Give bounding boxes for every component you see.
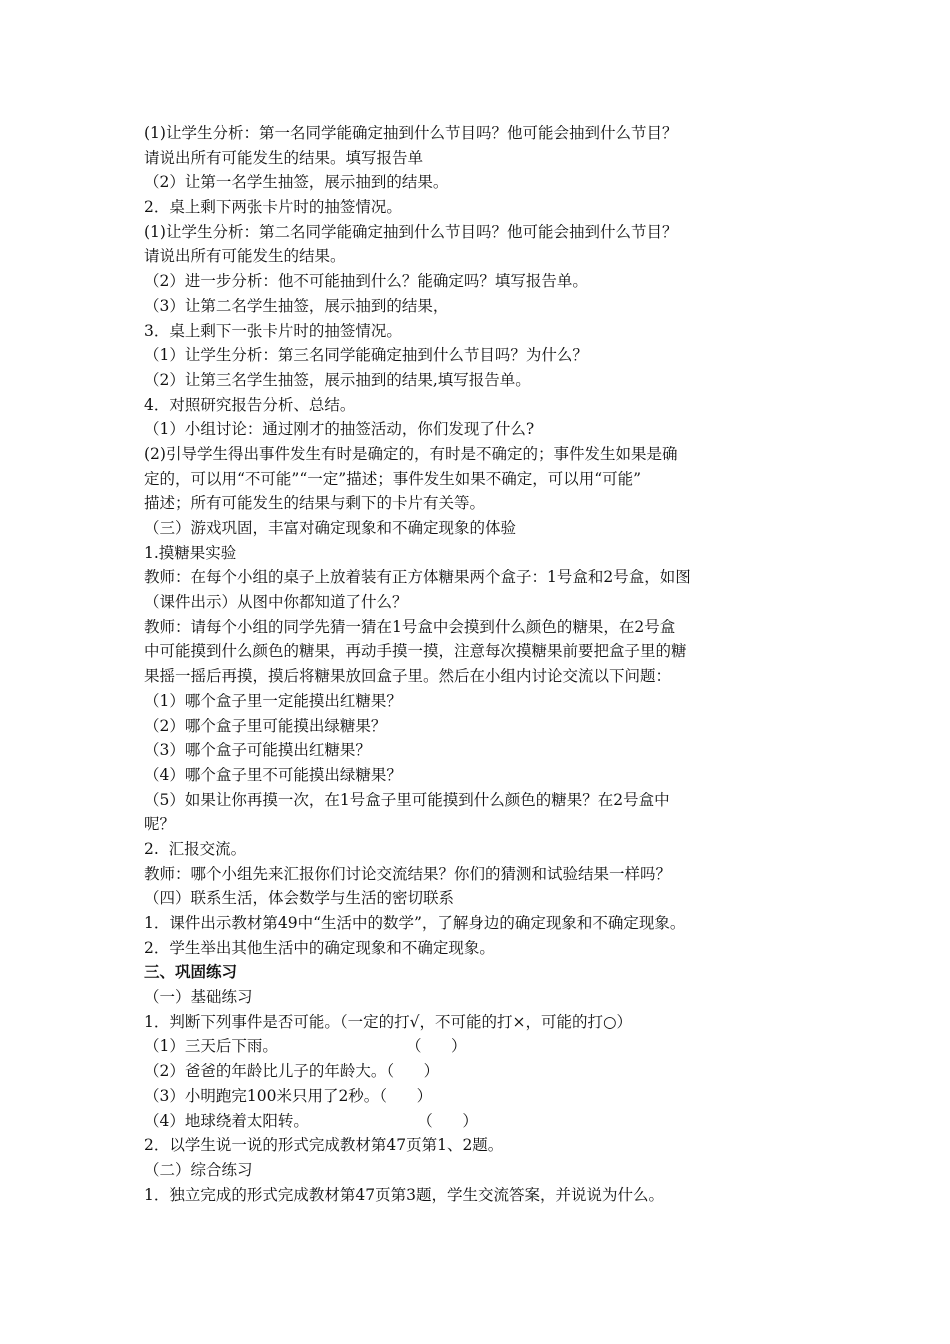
text-line: 描述；所有可能发生的结果与剩下的卡片有关等。 bbox=[144, 494, 486, 513]
text-line: 中可能摸到什么颜色的糖果，再动手摸一摸，注意每次摸糖果前要把盒子里的糖 bbox=[144, 642, 687, 661]
section-heading: （三）游戏巩固，丰富对确定现象和不确定现象的体验 bbox=[144, 519, 517, 537]
chapter-heading: 三、巩固练习 bbox=[144, 962, 238, 982]
text-line: 果摇一摇后再摸，摸后将糖果放回盒子里。然后在小组内讨论交流以下问题： bbox=[144, 667, 672, 686]
text-line: 定的，可以用“不可能”“一定”描述；事件发生如果不确定，可以用“可能” bbox=[144, 469, 642, 488]
text-line: （2）让第三名学生抽签，展示抽到的结果,填写报告单。 bbox=[144, 370, 531, 389]
exercise-item: （1）三天后下雨。 （ ） bbox=[144, 1037, 467, 1056]
document-body bbox=[144, 121, 834, 1207]
text-line: 2．以学生说一说的形式完成教材第47页第1、2题。 bbox=[144, 1136, 504, 1155]
text-line: 3．桌上剩下一张卡片时的抽签情况。 bbox=[144, 321, 402, 340]
exercise-item: （2）爸爸的年龄比儿子的年龄大。（ ） bbox=[144, 1062, 440, 1081]
section-heading: （一）基础练习 bbox=[144, 988, 253, 1007]
text-line: （2）进一步分析：他不可能抽到什么？能确定吗？填写报告单。 bbox=[144, 272, 588, 291]
exercise-item: （4）地球绕着太阳转。 （ ） bbox=[144, 1111, 478, 1130]
text-line: 1．判断下列事件是否可能。（一定的打√，不可能的打×，可能的打○） bbox=[144, 1012, 633, 1031]
text-line: 1.摸糖果实验 bbox=[144, 543, 237, 562]
text-line: （2）让第一名学生抽签，展示抽到的结果。 bbox=[144, 173, 449, 192]
section-heading: （二）综合练习 bbox=[144, 1160, 253, 1179]
text-line: （课件出示）从图中你都知道了什么？ bbox=[144, 593, 408, 612]
section-heading: （四）联系生活，体会数学与生活的密切联系 bbox=[144, 889, 455, 908]
text-line: 2．桌上剩下两张卡片时的抽签情况。 bbox=[144, 198, 402, 217]
text-line: (2)引导学生得出事件发生有时是确定的，有时是不确定的；事件发生如果是确 bbox=[144, 444, 678, 463]
text-line: 呢？ bbox=[144, 815, 176, 834]
text-line: （3）让第二名学生抽签，展示抽到的结果， bbox=[144, 296, 449, 315]
text-line: 2．学生举出其他生活中的确定现象和不确定现象。 bbox=[144, 938, 495, 957]
text-line: （1）哪个盒子里一定能摸出红糖果？ bbox=[144, 691, 402, 710]
text-line: （2）哪个盒子里可能摸出绿糖果？ bbox=[144, 716, 387, 735]
text-line: (1)让学生分析：第一名同学能确定抽到什么节目吗？他可能会抽到什么节目？ bbox=[144, 124, 678, 142]
exercise-item: （3）小明跑完100米只用了2秒。（ ） bbox=[144, 1086, 433, 1105]
text-line: （5）如果让你再摸一次，在1号盒子里可能摸到什么颜色的糖果？在2号盒中 bbox=[144, 790, 670, 809]
text-line: 教师：哪个小组先来汇报你们讨论交流结果？你们的猜测和试验结果一样吗？ bbox=[144, 864, 672, 883]
text-line: 2. 汇报交流。 bbox=[144, 839, 247, 858]
text-line: 1．课件出示教材第49中“生活中的数学”，了解身边的确定现象和不确定现象。 bbox=[144, 914, 686, 932]
text-line: 教师：请每个小组的同学先猜一猜在1号盒中会摸到什么颜色的糖果，在2号盒 bbox=[144, 617, 676, 636]
text-line: （4）哪个盒子里不可能摸出绿糖果？ bbox=[144, 765, 402, 784]
text-line: 1．独立完成的形式完成教材第47页第3题，学生交流答案，并说说为什么。 bbox=[144, 1185, 664, 1204]
text-line: 请说出所有可能发生的结果。填写报告单 bbox=[144, 148, 424, 167]
text-line: （1）让学生分析：第三名同学能确定抽到什么节目吗？为什么？ bbox=[144, 346, 588, 365]
text-line: 请说出所有可能发生的结果。 bbox=[144, 247, 346, 266]
text-line: 4．对照研究报告分析、总结。 bbox=[144, 395, 356, 414]
text-line: (1)让学生分析：第二名同学能确定抽到什么节目吗？他可能会抽到什么节目？ bbox=[144, 222, 678, 241]
text-line: 教师：在每个小组的桌子上放着装有正方体糖果两个盒子：1号盒和2号盒，如图 bbox=[144, 568, 691, 587]
text-line: （3）哪个盒子可能摸出红糖果？ bbox=[144, 741, 371, 760]
text-line: （1）小组讨论：通过刚才的抽签活动，你们发现了什么? bbox=[144, 420, 535, 439]
